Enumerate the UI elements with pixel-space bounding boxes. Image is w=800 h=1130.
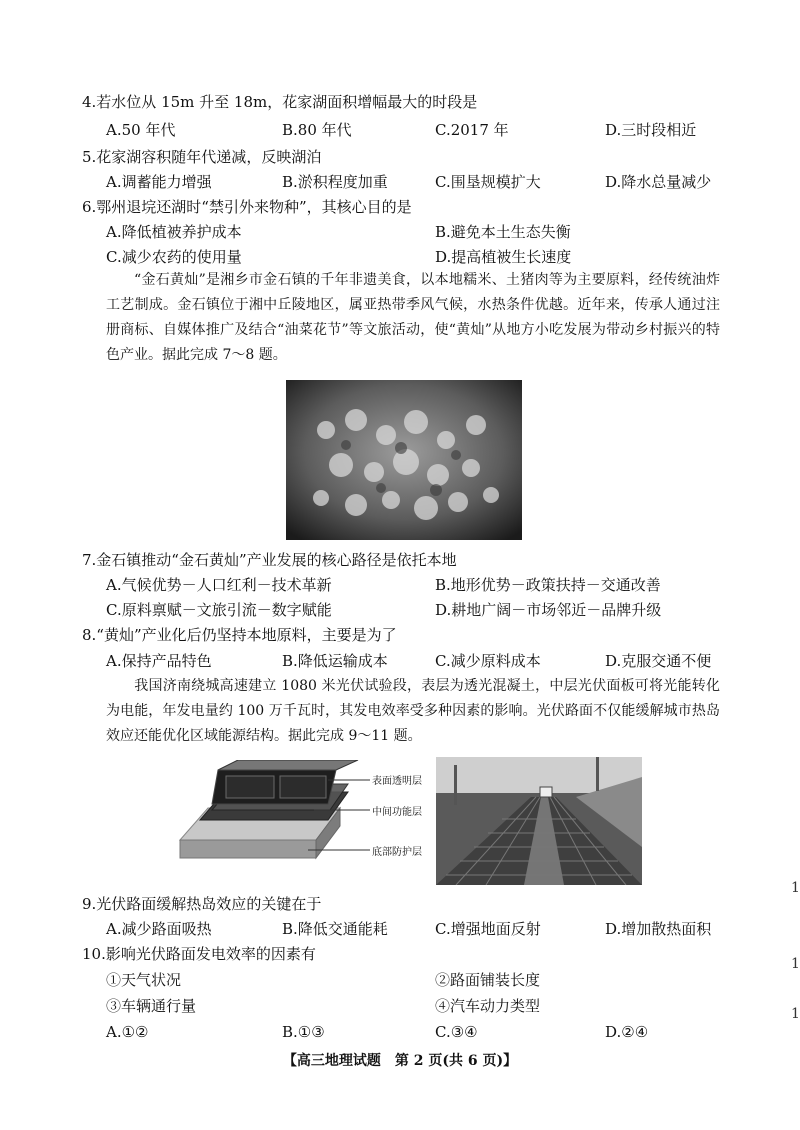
- q8-stem: 8.“黄灿”产业化后仍坚持本地原料，主要是为了: [82, 626, 397, 644]
- q10-item-1: ①天气状况: [106, 971, 182, 989]
- margin-mark: 1: [791, 1006, 800, 1022]
- q10-option-d: D.②④: [605, 1023, 649, 1041]
- q10-option-c: C.③④: [435, 1023, 478, 1041]
- margin-mark: 1: [791, 880, 800, 896]
- q4-option-a: A.50 年代: [106, 121, 176, 139]
- passage-pv-text: 我国济南绕城高速建立 1080 米光伏试验段，表层为透光混凝土，中层光伏面板可将光能转化为电能，年发电量约 100 万千瓦时，其发电效率受多种因素的影响。光伏路面不仅能缓解城市热岛效应还能优化区域能源结构。据此完成 9～11 题。: [106, 678, 720, 744]
- q8-option-d: D.克服交通不便: [605, 652, 712, 670]
- q5-option-c: C.围垦规模扩大: [435, 173, 541, 191]
- passage-huangcan-text: “金石黄灿”是湘乡市金石镇的千年非遗美食，以本地糯米、土猪肉等为主要原料，经传统油炸工艺制成。金石镇位于湘中丘陵地区，属亚热带季风气候，水热条件优越。近年来，传承人通过注册商标、自媒体推广及结合“油菜花节”等文旅活动，使“黄灿”从地方小吃发展为带动乡村振兴的特色产业。据此完成 7～8 题。: [106, 272, 720, 363]
- q7-option-d: D.耕地广阔－市场邻近－品牌升级: [435, 601, 662, 619]
- q10-item-3: ③车辆通行量: [106, 997, 197, 1015]
- q9-stem: 9.光伏路面缓解热岛效应的关键在于: [82, 895, 322, 913]
- q10-option-b: B.①③: [282, 1023, 325, 1041]
- q7-option-b: B.地形优势－政策扶持－交通改善: [435, 576, 661, 594]
- q9-option-d: D.增加散热面积: [605, 920, 712, 938]
- page-footer: 【高三地理试题 第 2 页(共 6 页)】: [282, 1053, 518, 1069]
- q6-stem: 6.鄂州退垸还湖时“禁引外来物种”，其核心目的是: [82, 198, 412, 216]
- q9-option-c: C.增强地面反射: [435, 920, 541, 938]
- pv-layer-diagram: [178, 760, 440, 876]
- q6-option-a: A.降低植被养护成本: [106, 223, 242, 241]
- q5-option-a: A.调蓄能力增强: [106, 173, 212, 191]
- q7-option-a: A.气候优势－人口红利－技术革新: [106, 576, 332, 594]
- passage-pv: [106, 674, 720, 749]
- q9-option-b: B.降低交通能耗: [282, 920, 388, 938]
- q10-item-2: ②路面铺装长度: [435, 971, 541, 989]
- label-bottom-layer: 底部防护层: [372, 847, 422, 858]
- q8-option-a: A.保持产品特色: [106, 652, 212, 670]
- passage-huangcan: [106, 268, 720, 368]
- q7-option-c: C.原料禀赋－文旅引流－数字赋能: [106, 601, 332, 619]
- q10-option-a: A.①②: [106, 1023, 149, 1041]
- q4-option-d: D.三时段相近: [605, 121, 697, 139]
- q5-option-b: B.淤积程度加重: [282, 173, 388, 191]
- q8-option-b: B.降低运输成本: [282, 652, 388, 670]
- q4-option-c: C.2017 年: [435, 121, 509, 139]
- q8-option-c: C.减少原料成本: [435, 652, 541, 670]
- q9-option-a: A.减少路面吸热: [106, 920, 212, 938]
- q7-stem: 7.金石镇推动“金石黄灿”产业发展的核心路径是依托本地: [82, 551, 457, 569]
- margin-mark: 1: [791, 956, 800, 972]
- label-surface-layer: 表面透明层: [372, 776, 422, 787]
- q4-stem: 4.若水位从 15m 升至 18m，花家湖面积增幅最大的时段是: [82, 93, 478, 111]
- q10-item-4: ④汽车动力类型: [435, 997, 541, 1015]
- huangcan-photo: [286, 380, 522, 540]
- q10-stem: 10.影响光伏路面发电效率的因素有: [82, 945, 316, 963]
- q6-option-b: B.避免本土生态失衡: [435, 223, 571, 241]
- label-middle-layer: 中间功能层: [372, 807, 422, 818]
- q4-option-b: B.80 年代: [282, 121, 352, 139]
- q6-option-d: D.提高植被生长速度: [435, 248, 572, 266]
- q5-option-d: D.降水总量减少: [605, 173, 712, 191]
- pv-road-photo: [436, 757, 642, 885]
- q6-option-c: C.减少农药的使用量: [106, 248, 242, 266]
- q5-stem: 5.花家湖容积随年代递减，反映湖泊: [82, 148, 322, 166]
